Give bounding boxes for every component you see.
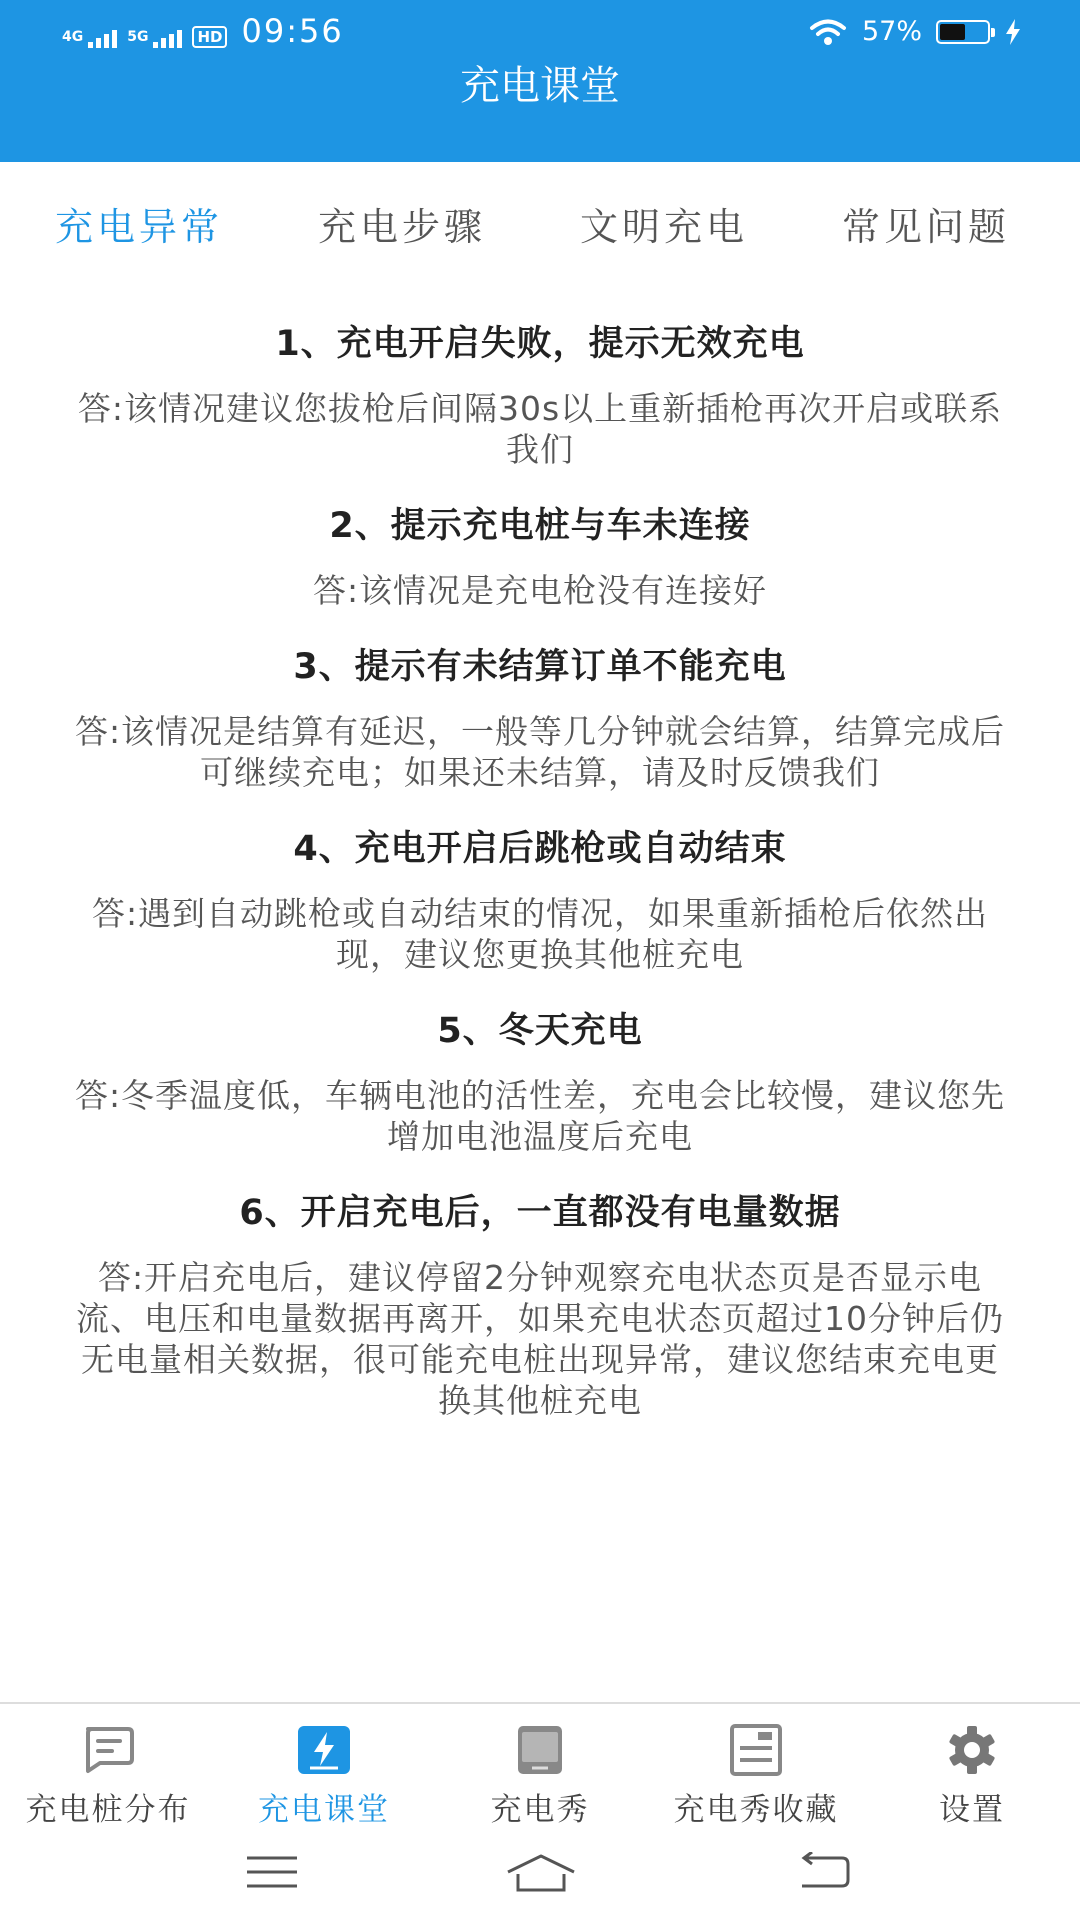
faq-answer: 答:该情况是充电枪没有连接好 [312, 571, 768, 610]
faq-question: 1、充电开启失败，提示无效充电 [275, 324, 805, 364]
status-time: 09:56 [241, 12, 344, 50]
nav-label: 设置 [939, 1792, 1005, 1828]
faq-answer: 答:遇到自动跳枪或自动结束的情况，如果重新插枪后依然出现，建议您更换其他桩充电 [91, 894, 989, 974]
page-title: 充电课堂 [460, 63, 620, 109]
back-icon[interactable] [796, 1852, 852, 1892]
status-bar-right [808, 16, 1022, 47]
faq-item [70, 1189, 1010, 1421]
tab-charging-steps[interactable]: 充电步骤 [318, 205, 487, 249]
faq-answer: 答:开启充电后，建议停留2分钟观察充电状态页是否显示电流、电压和电量数据再离开，如果充电状态页超过10分钟后仍无电量相关数据，很可能充电桩出现异常，建议您结束充电更换其他桩充电 [76, 1258, 1004, 1420]
hd-voice-icon: HD [192, 26, 227, 48]
nav-label: 充电桩分布 [25, 1792, 191, 1828]
faq-answer: 答:该情况是结算有延迟，一般等几分钟就会结算，结算完成后可继续充电；如果还未结算，请及时反馈我们 [74, 712, 1006, 792]
battery-percent: 57% [861, 16, 922, 47]
nav-label: 充电课堂 [258, 1792, 390, 1828]
charging-bolt-icon [1004, 18, 1022, 46]
faq-question: 2、提示充电桩与车未连接 [329, 506, 751, 546]
faq-item [70, 320, 1010, 470]
faq-item [70, 502, 1010, 611]
tablet-icon [512, 1724, 568, 1776]
bottom-nav [0, 1702, 1080, 1834]
signal-4g-icon: 4G [62, 30, 117, 48]
faq-item [70, 643, 1010, 793]
signal-5g-icon: 5G [127, 30, 182, 48]
battery-level-fill [940, 24, 965, 40]
faq-answer: 答:该情况建议您拔枪后间隔30s以上重新插枪再次开启或联系我们 [77, 389, 1003, 469]
wifi-icon [808, 17, 848, 47]
nav-charging-class[interactable] [216, 1722, 432, 1829]
app-header [0, 0, 1080, 162]
tab-charging-exception[interactable]: 充电异常 [55, 205, 224, 249]
message-icon [80, 1725, 136, 1775]
faq-list [70, 320, 1010, 1453]
nav-label: 充电秀收藏 [673, 1792, 839, 1828]
nav-charging-station-map[interactable] [0, 1722, 216, 1829]
system-nav-bar [0, 1840, 1080, 1920]
tab-faq[interactable]: 常见问题 [842, 205, 1011, 249]
status-bar [0, 0, 1080, 64]
nav-label: 充电秀 [490, 1792, 590, 1828]
nav-charging-show[interactable] [432, 1722, 648, 1829]
faq-question: 5、冬天充电 [437, 1011, 643, 1051]
faq-question: 4、充电开启后跳枪或自动结束 [293, 829, 787, 869]
battery-icon [936, 20, 990, 44]
menu-icon[interactable] [245, 1852, 299, 1892]
lightning-icon [296, 1724, 352, 1776]
faq-item [70, 825, 1010, 975]
home-icon[interactable] [504, 1852, 578, 1896]
faq-question: 6、开启充电后，一直都没有电量数据 [239, 1193, 841, 1233]
clipboard-icon [728, 1724, 784, 1776]
faq-item [70, 1007, 1010, 1157]
nav-charging-show-favorites[interactable] [648, 1722, 864, 1829]
gear-icon [944, 1724, 1000, 1776]
nav-settings[interactable] [864, 1722, 1080, 1829]
faq-answer: 答:冬季温度低，车辆电池的活性差，充电会比较慢，建议您先增加电池温度后充电 [74, 1076, 1006, 1156]
faq-question: 3、提示有未结算订单不能充电 [293, 647, 787, 687]
status-bar-left [62, 14, 344, 48]
category-tabs [0, 162, 1080, 282]
tab-civilized-charging[interactable]: 文明充电 [580, 205, 749, 249]
